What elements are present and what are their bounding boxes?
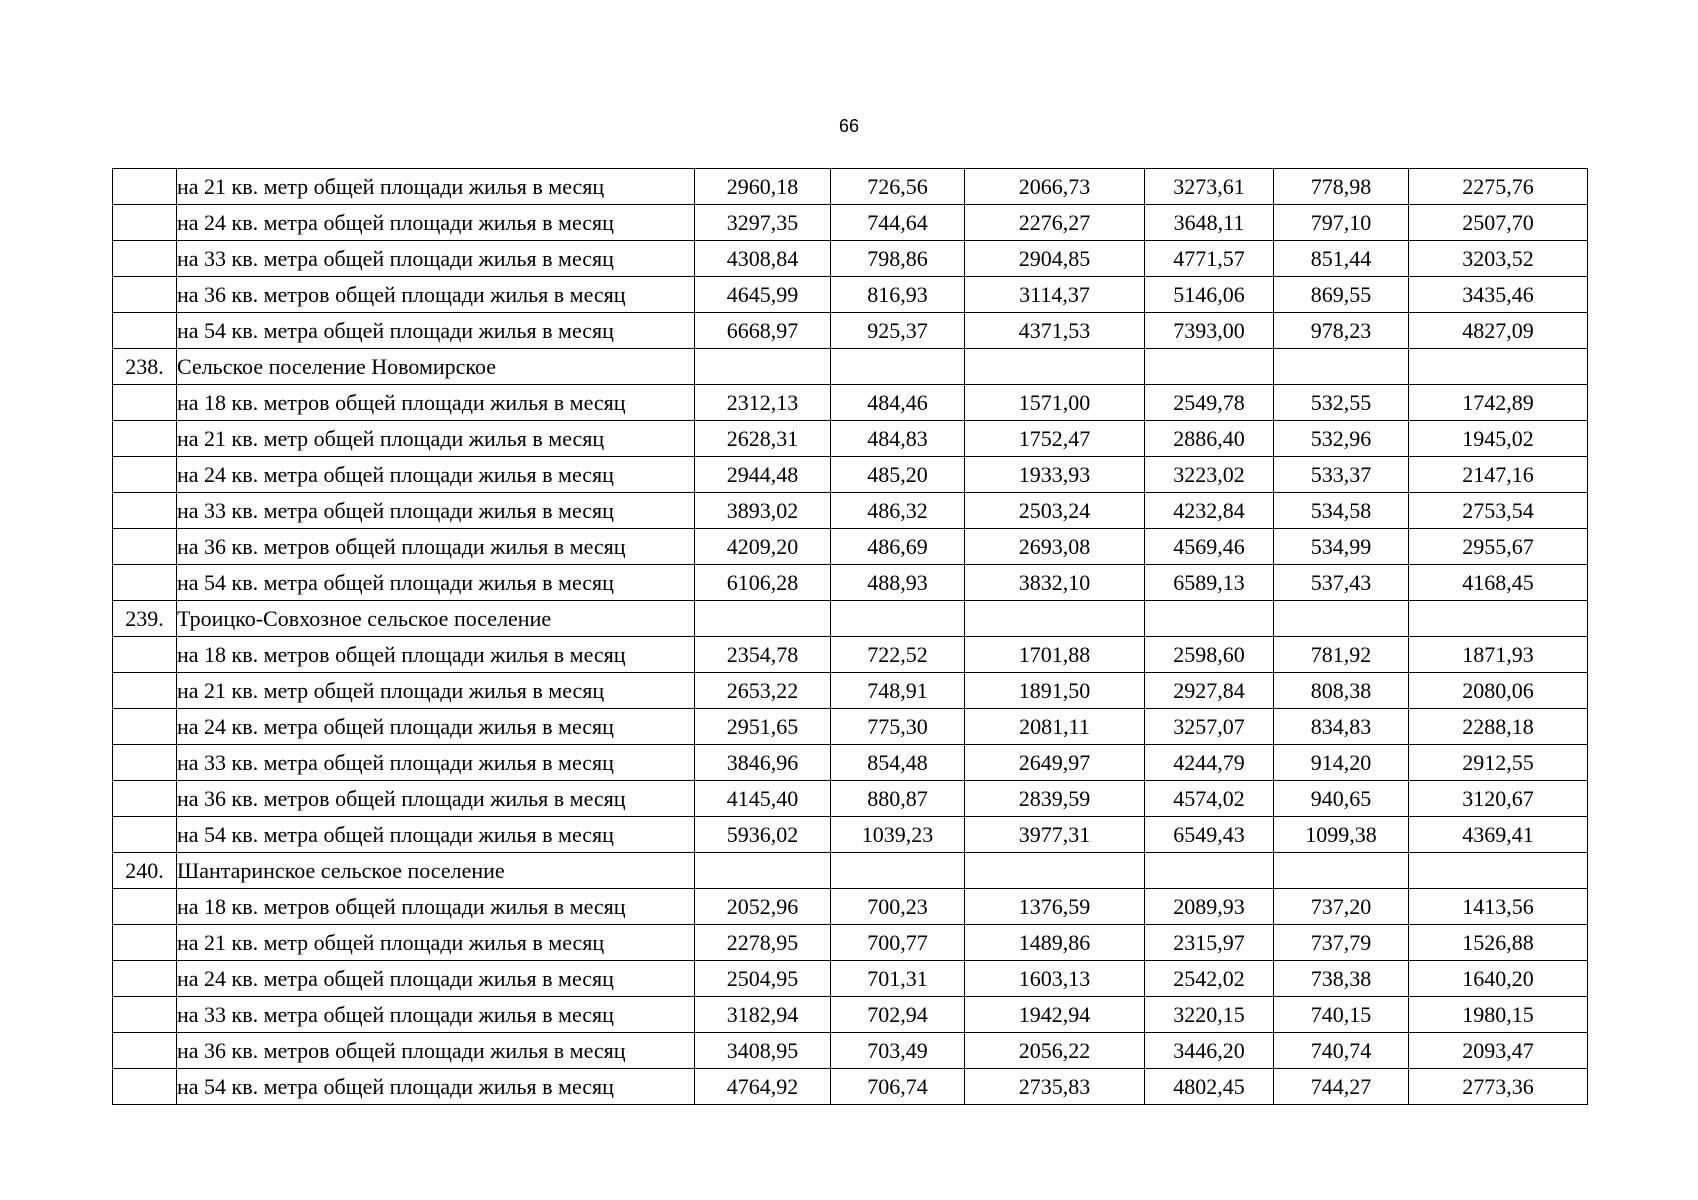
- value-cell: [831, 349, 965, 385]
- value-cell: 854,48: [831, 745, 965, 781]
- value-cell: 880,87: [831, 781, 965, 817]
- table-row: [113, 493, 1588, 529]
- value-cell: 2753,54: [1409, 493, 1588, 529]
- value-cell: 2649,97: [965, 745, 1145, 781]
- row-label: на 24 кв. метра общей площади жилья в месяц: [177, 961, 695, 997]
- value-cell: 737,79: [1274, 925, 1409, 961]
- row-number: [113, 277, 177, 313]
- row-label: на 36 кв. метров общей площади жилья в месяц: [177, 781, 695, 817]
- value-cell: 6668,97: [695, 313, 831, 349]
- value-cell: 3648,11: [1145, 205, 1274, 241]
- value-cell: [695, 853, 831, 889]
- value-cell: 1603,13: [965, 961, 1145, 997]
- value-cell: 722,52: [831, 637, 965, 673]
- value-cell: 2312,13: [695, 385, 831, 421]
- value-cell: 2093,47: [1409, 1033, 1588, 1069]
- value-cell: 486,69: [831, 529, 965, 565]
- value-cell: 4244,79: [1145, 745, 1274, 781]
- value-cell: 1945,02: [1409, 421, 1588, 457]
- value-cell: 2944,48: [695, 457, 831, 493]
- value-cell: 485,20: [831, 457, 965, 493]
- value-cell: 4771,57: [1145, 241, 1274, 277]
- row-number: [113, 313, 177, 349]
- value-cell: 797,10: [1274, 205, 1409, 241]
- value-cell: 1376,59: [965, 889, 1145, 925]
- value-cell: 1526,88: [1409, 925, 1588, 961]
- table-row: [113, 997, 1588, 1033]
- value-cell: 3832,10: [965, 565, 1145, 601]
- row-number: [113, 817, 177, 853]
- row-number: 240.: [113, 853, 177, 889]
- value-cell: 2288,18: [1409, 709, 1588, 745]
- value-cell: 7393,00: [1145, 313, 1274, 349]
- value-cell: 2951,65: [695, 709, 831, 745]
- value-cell: 2693,08: [965, 529, 1145, 565]
- row-label: на 21 кв. метр общей площади жилья в месяц: [177, 169, 695, 205]
- value-cell: 2839,59: [965, 781, 1145, 817]
- value-cell: 744,64: [831, 205, 965, 241]
- value-cell: [831, 601, 965, 637]
- value-cell: 778,98: [1274, 169, 1409, 205]
- row-number: 239.: [113, 601, 177, 637]
- value-cell: 2056,22: [965, 1033, 1145, 1069]
- value-cell: 1039,23: [831, 817, 965, 853]
- value-cell: 1752,47: [965, 421, 1145, 457]
- table-row: [113, 1033, 1588, 1069]
- table-row: [113, 529, 1588, 565]
- value-cell: 3893,02: [695, 493, 831, 529]
- row-number: [113, 961, 177, 997]
- value-cell: 851,44: [1274, 241, 1409, 277]
- value-cell: 2628,31: [695, 421, 831, 457]
- row-number: [113, 529, 177, 565]
- table-row: [113, 421, 1588, 457]
- value-cell: 700,23: [831, 889, 965, 925]
- value-cell: 2275,76: [1409, 169, 1588, 205]
- value-cell: 748,91: [831, 673, 965, 709]
- value-cell: [695, 349, 831, 385]
- value-cell: 2904,85: [965, 241, 1145, 277]
- table-row: [113, 241, 1588, 277]
- value-cell: 3435,46: [1409, 277, 1588, 313]
- value-cell: 4645,99: [695, 277, 831, 313]
- value-cell: 834,83: [1274, 709, 1409, 745]
- table-row: [113, 961, 1588, 997]
- value-cell: 2549,78: [1145, 385, 1274, 421]
- row-label: на 54 кв. метра общей площади жилья в месяц: [177, 1069, 695, 1105]
- value-cell: [965, 601, 1145, 637]
- value-cell: 2052,96: [695, 889, 831, 925]
- value-cell: 3408,95: [695, 1033, 831, 1069]
- value-cell: 1571,00: [965, 385, 1145, 421]
- row-label: на 54 кв. метра общей площади жилья в месяц: [177, 313, 695, 349]
- value-cell: 2653,22: [695, 673, 831, 709]
- value-cell: 2276,27: [965, 205, 1145, 241]
- settlement-name: Шантаринское сельское поселение: [177, 853, 695, 889]
- value-cell: 484,83: [831, 421, 965, 457]
- value-cell: 533,37: [1274, 457, 1409, 493]
- value-cell: 2735,83: [965, 1069, 1145, 1105]
- value-cell: 700,77: [831, 925, 965, 961]
- value-cell: 1640,20: [1409, 961, 1588, 997]
- row-number: [113, 421, 177, 457]
- value-cell: 808,38: [1274, 673, 1409, 709]
- value-cell: 2503,24: [965, 493, 1145, 529]
- row-label: на 18 кв. метров общей площади жилья в месяц: [177, 637, 695, 673]
- row-label: на 33 кв. метра общей площади жилья в месяц: [177, 241, 695, 277]
- row-number: 238.: [113, 349, 177, 385]
- table-row: [113, 781, 1588, 817]
- row-number: [113, 205, 177, 241]
- value-cell: 3114,37: [965, 277, 1145, 313]
- value-cell: 3203,52: [1409, 241, 1588, 277]
- value-cell: 816,93: [831, 277, 965, 313]
- value-cell: 532,55: [1274, 385, 1409, 421]
- row-label: на 21 кв. метр общей площади жилья в месяц: [177, 925, 695, 961]
- value-cell: 4168,45: [1409, 565, 1588, 601]
- value-cell: 3223,02: [1145, 457, 1274, 493]
- table-row: [113, 637, 1588, 673]
- value-cell: 2354,78: [695, 637, 831, 673]
- value-cell: 1942,94: [965, 997, 1145, 1033]
- value-cell: 869,55: [1274, 277, 1409, 313]
- row-label: на 54 кв. метра общей площади жилья в месяц: [177, 565, 695, 601]
- value-cell: 5146,06: [1145, 277, 1274, 313]
- table-body: [113, 169, 1588, 1105]
- row-label: на 33 кв. метра общей площади жилья в месяц: [177, 493, 695, 529]
- table-row: [113, 709, 1588, 745]
- value-cell: [1409, 601, 1588, 637]
- value-cell: 703,49: [831, 1033, 965, 1069]
- value-cell: 2066,73: [965, 169, 1145, 205]
- value-cell: [1274, 601, 1409, 637]
- value-cell: 486,32: [831, 493, 965, 529]
- row-label: на 36 кв. метров общей площади жилья в месяц: [177, 277, 695, 313]
- value-cell: 3446,20: [1145, 1033, 1274, 1069]
- value-cell: 702,94: [831, 997, 965, 1033]
- table-row: [113, 817, 1588, 853]
- row-label: на 21 кв. метр общей площади жилья в месяц: [177, 673, 695, 709]
- row-label: на 33 кв. метра общей площади жилья в месяц: [177, 997, 695, 1033]
- value-cell: 6106,28: [695, 565, 831, 601]
- table-row: [113, 1069, 1588, 1105]
- value-cell: 532,96: [1274, 421, 1409, 457]
- section-row: [113, 601, 1588, 637]
- value-cell: 4569,46: [1145, 529, 1274, 565]
- value-cell: 1489,86: [965, 925, 1145, 961]
- value-cell: 940,65: [1274, 781, 1409, 817]
- value-cell: 2542,02: [1145, 961, 1274, 997]
- row-number: [113, 1069, 177, 1105]
- value-cell: 2089,93: [1145, 889, 1274, 925]
- table-row: [113, 745, 1588, 781]
- table-row: [113, 169, 1588, 205]
- value-cell: 3120,67: [1409, 781, 1588, 817]
- row-number: [113, 997, 177, 1033]
- section-row: [113, 853, 1588, 889]
- value-cell: 4764,92: [695, 1069, 831, 1105]
- row-number: [113, 565, 177, 601]
- value-cell: [1145, 601, 1274, 637]
- row-number: [113, 457, 177, 493]
- value-cell: 1701,88: [965, 637, 1145, 673]
- value-cell: 1871,93: [1409, 637, 1588, 673]
- value-cell: [695, 601, 831, 637]
- value-cell: [831, 853, 965, 889]
- table-row: [113, 385, 1588, 421]
- value-cell: 978,23: [1274, 313, 1409, 349]
- value-cell: 6549,43: [1145, 817, 1274, 853]
- value-cell: [965, 853, 1145, 889]
- value-cell: 4371,53: [965, 313, 1145, 349]
- value-cell: 3977,31: [965, 817, 1145, 853]
- section-row: [113, 349, 1588, 385]
- value-cell: 3257,07: [1145, 709, 1274, 745]
- value-cell: 4232,84: [1145, 493, 1274, 529]
- value-cell: 2278,95: [695, 925, 831, 961]
- value-cell: 5936,02: [695, 817, 831, 853]
- row-label: на 21 кв. метр общей площади жилья в месяц: [177, 421, 695, 457]
- value-cell: [965, 349, 1145, 385]
- value-cell: 775,30: [831, 709, 965, 745]
- row-number: [113, 781, 177, 817]
- row-label: на 24 кв. метра общей площади жилья в месяц: [177, 457, 695, 493]
- tariff-table: [112, 168, 1588, 1105]
- value-cell: 744,27: [1274, 1069, 1409, 1105]
- value-cell: 3273,61: [1145, 169, 1274, 205]
- value-cell: 2912,55: [1409, 745, 1588, 781]
- value-cell: 534,58: [1274, 493, 1409, 529]
- value-cell: 4369,41: [1409, 817, 1588, 853]
- value-cell: 4802,45: [1145, 1069, 1274, 1105]
- value-cell: 2955,67: [1409, 529, 1588, 565]
- row-label: на 54 кв. метра общей площади жилья в месяц: [177, 817, 695, 853]
- value-cell: 1891,50: [965, 673, 1145, 709]
- value-cell: [1409, 853, 1588, 889]
- value-cell: 914,20: [1274, 745, 1409, 781]
- value-cell: 781,92: [1274, 637, 1409, 673]
- value-cell: 4308,84: [695, 241, 831, 277]
- value-cell: 1413,56: [1409, 889, 1588, 925]
- value-cell: 798,86: [831, 241, 965, 277]
- row-label: на 36 кв. метров общей площади жилья в месяц: [177, 1033, 695, 1069]
- value-cell: 706,74: [831, 1069, 965, 1105]
- value-cell: 2081,11: [965, 709, 1145, 745]
- value-cell: 6589,13: [1145, 565, 1274, 601]
- value-cell: 537,43: [1274, 565, 1409, 601]
- value-cell: 484,46: [831, 385, 965, 421]
- table-row: [113, 673, 1588, 709]
- value-cell: 2773,36: [1409, 1069, 1588, 1105]
- table-row: [113, 925, 1588, 961]
- row-label: на 24 кв. метра общей площади жилья в месяц: [177, 709, 695, 745]
- row-number: [113, 637, 177, 673]
- row-number: [113, 745, 177, 781]
- value-cell: 2598,60: [1145, 637, 1274, 673]
- page-number: 66: [838, 116, 860, 136]
- value-cell: 4574,02: [1145, 781, 1274, 817]
- value-cell: [1145, 853, 1274, 889]
- value-cell: 1980,15: [1409, 997, 1588, 1033]
- value-cell: 1742,89: [1409, 385, 1588, 421]
- settlement-name: Сельское поселение Новомирское: [177, 349, 695, 385]
- row-label: на 36 кв. метров общей площади жилья в месяц: [177, 529, 695, 565]
- value-cell: 4145,40: [695, 781, 831, 817]
- row-number: [113, 925, 177, 961]
- value-cell: 740,74: [1274, 1033, 1409, 1069]
- value-cell: 488,93: [831, 565, 965, 601]
- value-cell: 2886,40: [1145, 421, 1274, 457]
- value-cell: [1274, 853, 1409, 889]
- row-number: [113, 169, 177, 205]
- value-cell: 2927,84: [1145, 673, 1274, 709]
- value-cell: [1409, 349, 1588, 385]
- value-cell: 3846,96: [695, 745, 831, 781]
- value-cell: 4827,09: [1409, 313, 1588, 349]
- value-cell: 534,99: [1274, 529, 1409, 565]
- table-row: [113, 889, 1588, 925]
- row-label: на 18 кв. метров общей площади жилья в месяц: [177, 889, 695, 925]
- table-row: [113, 565, 1588, 601]
- settlement-name: Троицко-Совхозное сельское поселение: [177, 601, 695, 637]
- value-cell: 740,15: [1274, 997, 1409, 1033]
- value-cell: 738,38: [1274, 961, 1409, 997]
- value-cell: 701,31: [831, 961, 965, 997]
- row-number: [113, 673, 177, 709]
- row-number: [113, 385, 177, 421]
- value-cell: 2315,97: [1145, 925, 1274, 961]
- value-cell: 2960,18: [695, 169, 831, 205]
- value-cell: [1274, 349, 1409, 385]
- table-row: [113, 205, 1588, 241]
- row-number: [113, 1033, 177, 1069]
- value-cell: 2080,06: [1409, 673, 1588, 709]
- value-cell: 925,37: [831, 313, 965, 349]
- row-number: [113, 241, 177, 277]
- value-cell: 3297,35: [695, 205, 831, 241]
- value-cell: 726,56: [831, 169, 965, 205]
- row-label: на 18 кв. метров общей площади жилья в месяц: [177, 385, 695, 421]
- row-label: на 33 кв. метра общей площади жилья в месяц: [177, 745, 695, 781]
- table-row: [113, 457, 1588, 493]
- row-label: на 24 кв. метра общей площади жилья в месяц: [177, 205, 695, 241]
- value-cell: 4209,20: [695, 529, 831, 565]
- value-cell: 3182,94: [695, 997, 831, 1033]
- value-cell: 1099,38: [1274, 817, 1409, 853]
- value-cell: 1933,93: [965, 457, 1145, 493]
- value-cell: [1145, 349, 1274, 385]
- value-cell: 737,20: [1274, 889, 1409, 925]
- row-number: [113, 493, 177, 529]
- value-cell: 2147,16: [1409, 457, 1588, 493]
- row-number: [113, 709, 177, 745]
- row-number: [113, 889, 177, 925]
- value-cell: 3220,15: [1145, 997, 1274, 1033]
- value-cell: 2507,70: [1409, 205, 1588, 241]
- value-cell: 2504,95: [695, 961, 831, 997]
- table-row: [113, 277, 1588, 313]
- table-row: [113, 313, 1588, 349]
